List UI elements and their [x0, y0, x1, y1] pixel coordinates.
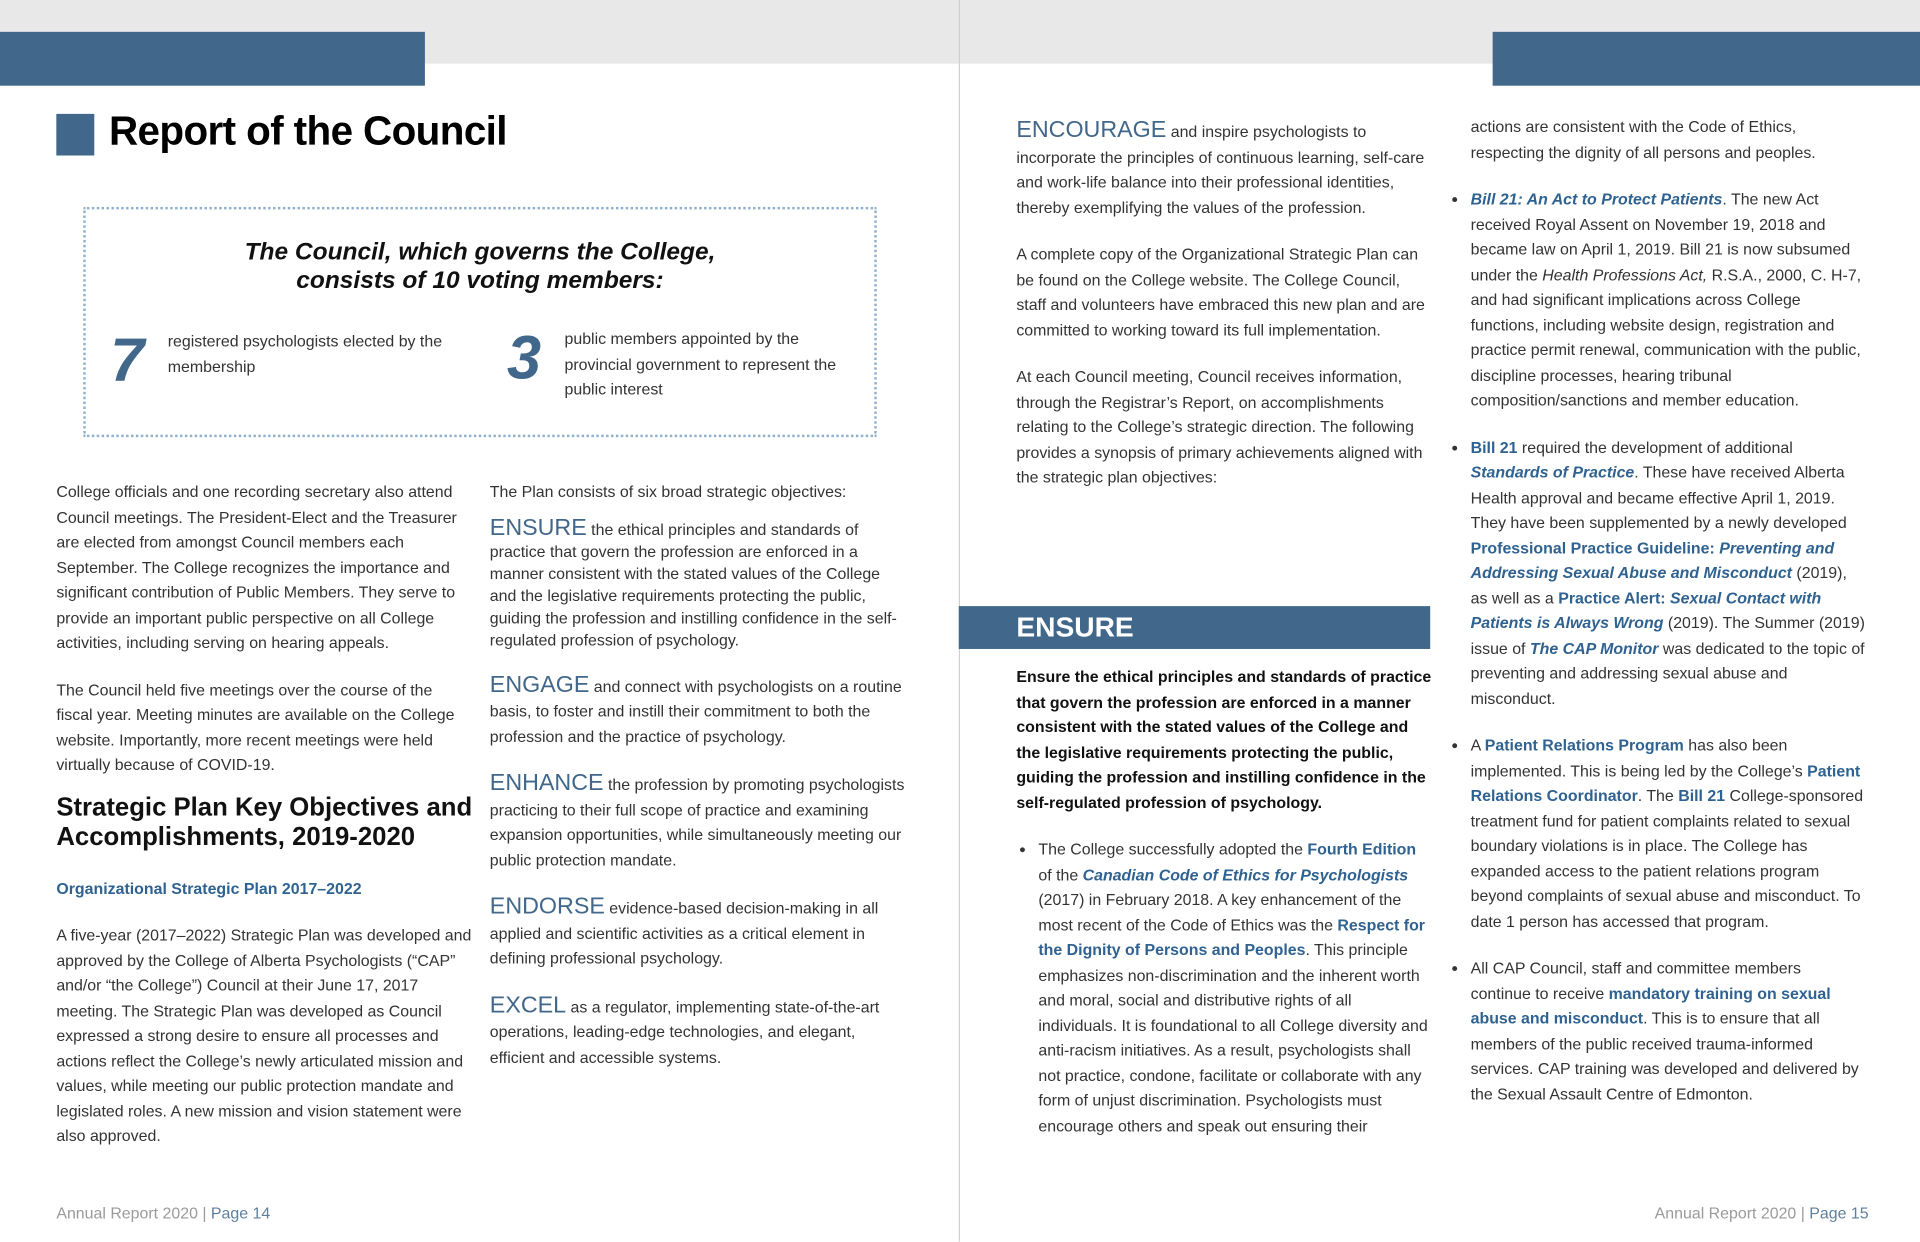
emphasis-text: Professional Practice Guideline: — [1470, 538, 1720, 557]
objective-keyword: ENHANCE — [489, 770, 604, 796]
objective-keyword: ENSURE — [489, 514, 587, 541]
callout-heading-line: The Council, which governs the College, — [244, 238, 716, 266]
footer-label: Annual Report 2020 | — [1654, 1203, 1810, 1223]
text-run: (2019). The Summer (2019) issue of — [1470, 613, 1865, 657]
emphasis-text: Sexual Contact with Patients is Always Wrong — [1470, 588, 1822, 632]
objective-text: the ethical principles and standards of practice that govern the profession are enforced in a manner consistent with the stated values of the College and the legislative requirements protecting the public, guiding the profession and instilling confidence in the self-regulated profession of psychology. — [489, 519, 897, 649]
objective-text: as a regulator, implementing state-of-the-art operations, leading-edge technologies, and elegant, efficient and accessible systems. — [489, 997, 880, 1066]
footer-left — [56, 1204, 270, 1222]
paragraph: The Council held five meetings over the course of the fiscal year. Meeting minutes are available on the College website. Importantly, more recent meetings were held virtually because of COVID-19. — [56, 680, 455, 774]
objective — [490, 994, 906, 1071]
section-subheading: Organizational Strategic Plan 2017–2022 — [56, 878, 362, 897]
emphasis-text: Practice Alert: — [1558, 588, 1670, 607]
emphasis-text: Fourth Edition — [1307, 840, 1417, 859]
objective-keyword: ENDORSE — [489, 893, 605, 920]
text-run: College-sponsored treatment fund for patient complaints related to sexual boundary violations is in place. The College has expanded access to the patient relations program beyond complaints of sexual abuse and misconduct. To date 1 person has accessed that program. — [1470, 786, 1864, 931]
objective — [1016, 119, 1432, 221]
paragraph: The Plan consists of six broad strategic objectives: — [489, 482, 847, 501]
right-column-1 — [1016, 119, 1432, 513]
page-title: Report of the Council — [108, 107, 507, 154]
bullet-item — [1471, 956, 1865, 1107]
right-column-1-lower — [1016, 665, 1432, 1161]
objective — [490, 771, 906, 873]
paragraph: A five-year (2017–2022) Strategic Plan was developed and approved by the College of Alberta Psychologists (“CAP” and/or “the College”) Council at their June 17, 2017 meeting. The Strategic Plan was developed as Council expressed a strong desire to ensure all processes and actions reflect the College’s newly articulated mission and values, while meeting our public protection mandate and legislated roles. A new mission and vision statement were also approved. — [56, 925, 472, 1145]
objective — [490, 895, 906, 972]
ensure-statement: Ensure the ethical principles and standards of practice that govern the profession are enforced in a manner consistent with the stated values of the College and the legislative requirements protecting the public, guiding the profession and instilling confidence in the self-regulated profession of psychology. — [1016, 667, 1432, 812]
stat-text: registered psychologists elected by the membership — [167, 331, 443, 376]
bullet-item — [1038, 838, 1432, 1139]
section-heading: Strategic Plan Key Objectives and Accomplishments, 2019-2020 — [56, 792, 473, 851]
text-run: All CAP Council, staff and committee members continue to receive — [1470, 958, 1801, 1003]
stat-text: public members appointed by the provincial government to represent the public interest — [564, 329, 837, 398]
text-run: (2019), as well as a — [1470, 563, 1847, 607]
emphasis-text: Canadian Code of Ethics for Psychologists — [1082, 865, 1409, 884]
text-run: R.S.A., 2000, C. H-7, and had significant implications across College functions, including website design, registration and practice permit renewal, communication with the public, discipline processes, hearing tribunal composition/sanctions and member education. — [1470, 265, 1862, 409]
emphasis-text: Bill 21 — [1470, 437, 1518, 457]
left-column-2 — [490, 480, 906, 1092]
page-number: Page 15 — [1809, 1203, 1869, 1223]
footer-label: Annual Report 2020 | — [56, 1203, 211, 1223]
right-column-2 — [1471, 115, 1865, 1129]
objective-text: and connect with psychologists on a routine basis, to foster and instill their commitment to both the profession and the practice of psychology. — [489, 676, 902, 746]
bullet-list — [1449, 187, 1865, 1107]
left-header-bar — [0, 32, 425, 86]
emphasis-text: Health Professions Act, — [1542, 265, 1708, 284]
emphasis-text: The CAP Monitor — [1529, 638, 1659, 657]
bullet-list — [1016, 838, 1432, 1139]
bullet-item — [1471, 187, 1865, 413]
paragraph: At each Council meeting, Council receives information, through the Registrar’s Report, on accomplishments relating to the College’s strategic direction. The following provides a synopsis of primary achievements aligned with the strategic plan objectives: — [1016, 367, 1423, 487]
text-run: has also been implemented. This is being led by the College’s — [1470, 735, 1808, 780]
objective — [489, 514, 906, 650]
objective-keyword: ENCOURAGE — [1016, 117, 1167, 144]
ensure-banner — [959, 606, 1430, 649]
objective-keyword: EXCEL — [489, 992, 567, 1019]
objective-text: the profession by promoting psychologists practicing to their full scope of practice and examining expansion opportunities, while simultaneously meeting our public protection mandate. — [489, 775, 905, 869]
text-run: . The — [1637, 786, 1679, 805]
text-run: . This is to ensure that all members of the public received trauma-informed services. CAP training was developed and delivered by the Sexual Assault Centre of Edmonton. — [1470, 1008, 1859, 1103]
text-run: . This principle emphasizes non-discrimination and the inherent worth and moral, social and distributive rights of all individuals. It is foundational to all College diversity and anti-racism initiatives. As a result, psychologists shall not practice, condone, facilitate or collaborate with any form of unjust discrimination. Psychologists must encourage others and speak out ensuring their — [1038, 940, 1428, 1135]
objective-text: and inspire psychologists to incorporate the principles of continuous learning, self-care and work-life balance into their professional identities, thereby exemplifying the values of the profession. — [1016, 122, 1425, 217]
bullet-item — [1471, 435, 1865, 711]
callout-heading-line: consists of 10 voting members: — [296, 266, 664, 294]
emphasis-text: Bill 21: An Act to Protect Patients — [1470, 189, 1723, 209]
text-run: A — [1470, 735, 1485, 755]
emphasis-text: Standards of Practice — [1470, 462, 1635, 482]
text-run: . These have received Alberta Health approval and became effective April 1, 2019. They have been supplemented by a newly developed — [1470, 462, 1847, 532]
emphasis-text: Respect for the Dignity of Persons and Peoples — [1038, 915, 1426, 959]
text-run: The College successfully adopted the — [1038, 840, 1308, 859]
objective — [490, 673, 906, 750]
emphasis-text: Preventing and Addressing Sexual Abuse and Misconduct — [1470, 538, 1835, 582]
council-callout — [83, 207, 876, 437]
objective-text: evidence-based decision-making in all applied and scientific activities as a critical element in defining professional psychology. — [489, 898, 879, 968]
text-run: . The new Act received Royal Assent on November 19, 2018 and became law on April 1, 2019. Bill 21 is now subsumed under the — [1470, 189, 1851, 284]
left-column-1 — [56, 480, 472, 1171]
objective-keyword: ENGAGE — [489, 671, 590, 698]
text-run: of the — [1038, 865, 1083, 884]
banner-title: ENSURE — [1016, 611, 1134, 643]
text-run: (2017) in February 2018. A key enhancement of the most recent of the Code of Ethics was the — [1038, 890, 1402, 934]
stat-number: 3 — [506, 323, 541, 392]
paragraph: A complete copy of the Organizational Strategic Plan can be found on the College website. The College Council, staff and volunteers have embraced this new plan and are committed to working toward its full implementation. — [1016, 244, 1425, 339]
text-run: was dedicated to the topic of preventing and addressing sexual abuse and misconduct. — [1470, 638, 1865, 708]
right-header-bar — [1493, 32, 1920, 86]
paragraph: College officials and one recording secretary also attend Council meetings. The President-Elect and the Treasurer are elected from amongst Council members each September. The College recognizes the importance and significant contribution of Public Members. They serve to provide an important public perspective on all College activities, including serving on hearing appeals. — [56, 482, 457, 652]
emphasis-text: Patient Relations Program — [1484, 735, 1684, 755]
emphasis-text: Bill 21 — [1678, 786, 1726, 805]
footer-right — [1655, 1204, 1869, 1222]
title-marker — [56, 114, 94, 156]
bullet-item — [1471, 733, 1865, 934]
paragraph: actions are consistent with the Code of Ethics, respecting the dignity of all persons and peoples. — [1470, 117, 1816, 162]
page-number: Page 14 — [210, 1203, 271, 1223]
emphasis-text: mandatory training on sexual abuse and misconduct — [1470, 983, 1831, 1028]
emphasis-text: Patient Relations Coordinator — [1470, 761, 1861, 805]
callout-heading — [86, 239, 875, 295]
stat-number: 7 — [110, 325, 145, 395]
text-run: required the development of additional — [1517, 437, 1793, 457]
